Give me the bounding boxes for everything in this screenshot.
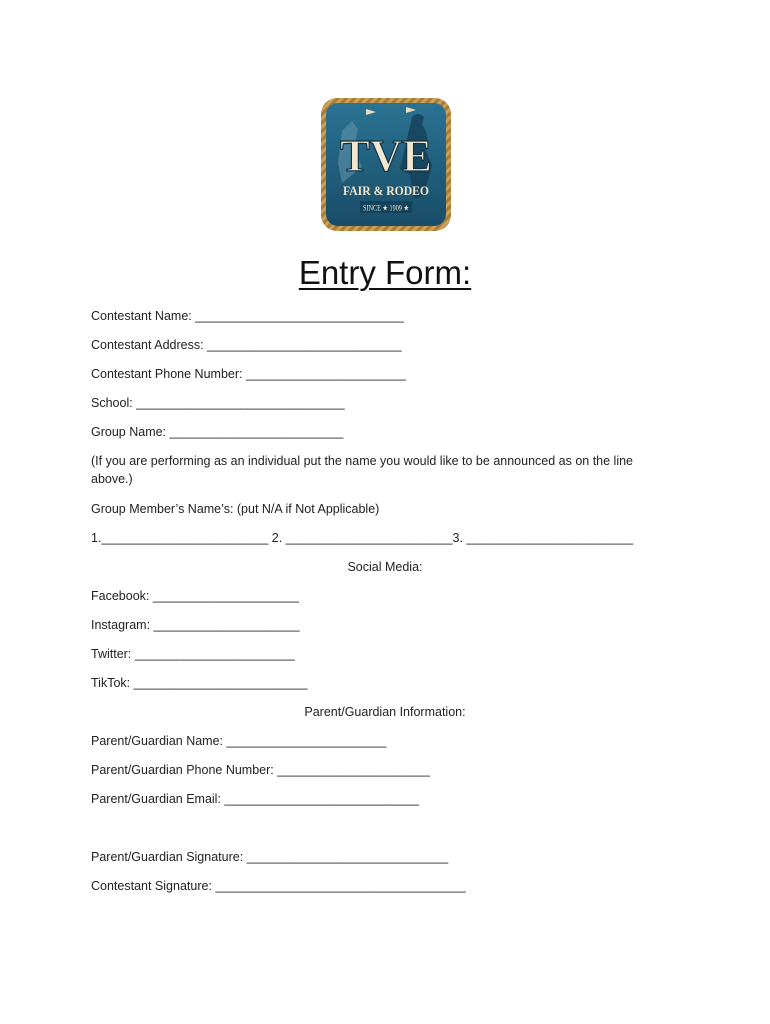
contestant-phone-field[interactable]: Contestant Phone Number: _______________________ (91, 367, 406, 381)
logo-main-text: TVE (340, 130, 432, 181)
individual-note: (If you are performing as an individual put the name you would like to be announced as on the line above.) (91, 454, 634, 486)
facebook-field[interactable]: Facebook: _____________________ (91, 589, 299, 603)
logo-since-text: SINCE ★ 1909 ★ (363, 203, 409, 213)
contestant-signature-field[interactable]: Contestant Signature: ____________________________________ (91, 879, 466, 893)
contestant-name-field[interactable]: Contestant Name: ______________________________ (91, 309, 404, 323)
tve-fair-rodeo-logo (320, 97, 452, 232)
parent-signature-field[interactable]: Parent/Guardian Signature: _____________________________ (91, 850, 449, 864)
parent-name-field[interactable]: Parent/Guardian Name: _______________________ (91, 734, 387, 748)
group-name-field[interactable]: Group Name: _________________________ (91, 425, 344, 439)
logo-sub-text: FAIR & RODEO (343, 184, 430, 198)
page-title: Entry Form: (298, 254, 472, 291)
group-members-lines[interactable]: 1.________________________ 2. ________________________3. ________________________ (91, 531, 634, 545)
school-field[interactable]: School: ______________________________ (91, 396, 345, 410)
parent-email-field[interactable]: Parent/Guardian Email: ____________________________ (91, 792, 420, 806)
parent-guardian-heading: Parent/Guardian Information: (304, 705, 466, 719)
parent-phone-field[interactable]: Parent/Guardian Phone Number: ______________________ (91, 763, 431, 777)
twitter-field[interactable]: Twitter: _______________________ (91, 647, 295, 661)
tiktok-field[interactable]: TikTok: _________________________ (91, 676, 308, 690)
social-media-heading: Social Media: (347, 560, 423, 574)
instagram-field[interactable]: Instagram: _____________________ (91, 618, 300, 632)
contestant-address-field[interactable]: Contestant Address: ____________________________ (91, 338, 402, 352)
group-members-label: Group Member’s Name’s: (put N/A if Not Applicable) (91, 502, 380, 516)
